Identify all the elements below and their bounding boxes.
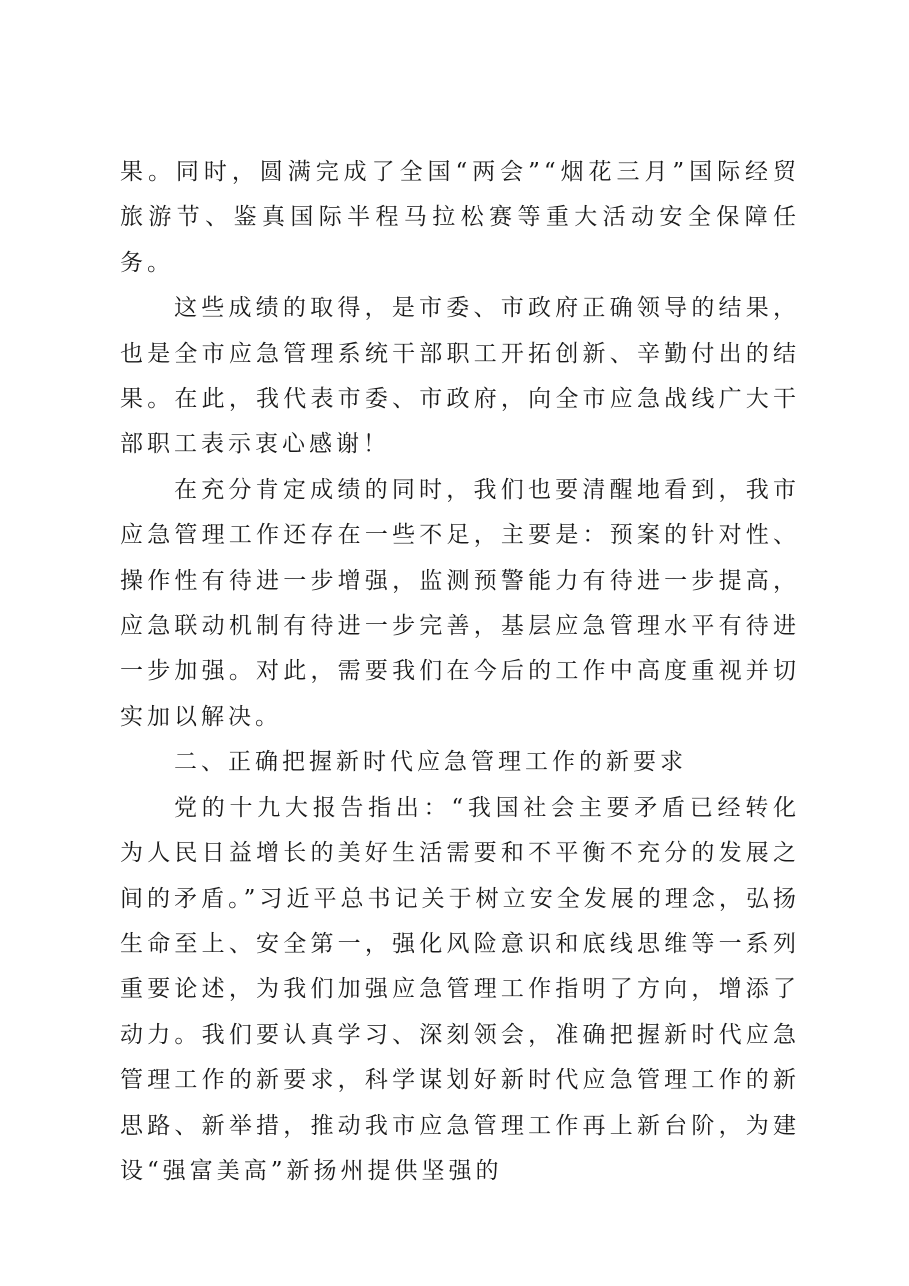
paragraph-continuation: 果。同时，圆满完成了全国“两会”“烟花三月”国际经贸旅游节、鉴真国际半程马拉松赛等重大活动安全保障任务。 <box>120 159 800 276</box>
document-body <box>120 150 800 1194</box>
paragraph-acknowledgement: 这些成绩的取得，是市委、市政府正确领导的结果，也是全市应急管理系统干部职工开拓创新、辛勤付出的结果。在此，我代表市委、市政府，向全市应急战线广大干部职工表示衷心感谢！ <box>120 295 800 458</box>
paragraph-new-requirements: 党的十九大报告指出：“我国社会主要矛盾已经转化为人民日益增长的美好生活需要和不平衡不充分的发展之间的矛盾。”习近平总书记关于树立安全发展的理念，弘扬生命至上、安全第一，强化风险意识和底线思维等一系列重要论述，为我们加强应急管理工作指明了方向，增添了动力。我们要认真学习、深刻领会，准确把握新时代应急管理工作的新要求，科学谋划好新时代应急管理工作的新思路、新举措，推动我市应急管理工作再上新台阶，为建设“强富美高”新扬州提供坚强的 <box>120 794 800 1184</box>
section-heading: 二、正确把握新时代应急管理工作的新要求 <box>174 749 687 776</box>
paragraph-shortcomings: 在充分肯定成绩的同时，我们也要清醒地看到，我市应急管理工作还存在一些不足，主要是：预案的针对性、操作性有待进一步增强，监测预警能力有待进一步提高，应急联动机制有待进一步完善，基层应急管理水平有待进一步加强。对此，需要我们在今后的工作中高度重视并切实加以解决。 <box>120 476 800 730</box>
